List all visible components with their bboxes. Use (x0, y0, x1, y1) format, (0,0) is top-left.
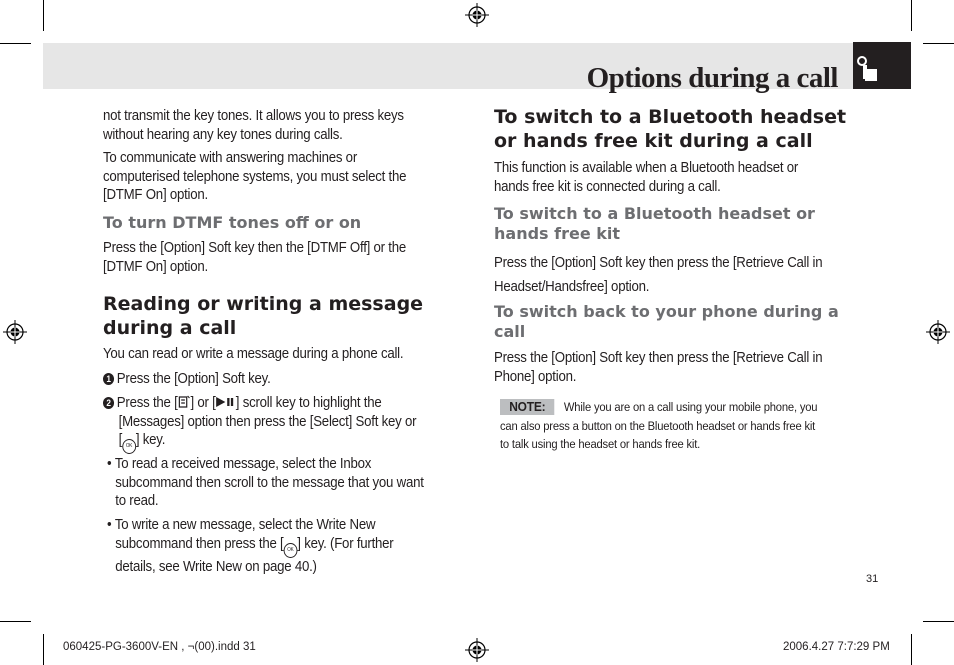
bluetooth-intro: This function is available when a Bluetooth headset or hands free kit is connected during a call. (494, 160, 799, 195)
message-heading (103, 292, 463, 340)
bluetooth-heading: To switch to a Bluetooth headset or hands free kit during a call (494, 106, 847, 152)
step-2: 2 Press the [ ] or [ ] scroll key to highlight the [Messages] option then press the [Select] Soft key or [ OK ] key. (103, 394, 453, 454)
note-box: NOTE: While you are on a call using your mobile phone, you can also press a button on the Bluetooth headset or hands free kit to talk using the headset or hands free kit. (500, 399, 818, 451)
list-item: • To read a received message, select the Inbox subcommand then scroll to the message that you want to read. (107, 456, 424, 509)
registration-mark-icon (465, 3, 489, 27)
bluetooth-sub-heading: To switch to a Bluetooth headset or hands free kit (494, 204, 815, 243)
dtmf-heading: To turn DTMF tones off or on (103, 213, 362, 232)
crop-mark (0, 43, 31, 44)
section-tab (853, 42, 911, 89)
crop-mark (911, 0, 912, 31)
phone-tab-icon (853, 42, 911, 89)
switch-back-heading: To switch back to your phone during a call (494, 302, 839, 341)
crop-mark (0, 621, 31, 622)
registration-mark-icon (926, 320, 950, 344)
page-number: 31 (866, 573, 879, 585)
crop-mark (43, 0, 44, 31)
step-number: 1 (103, 373, 114, 385)
message-heading-line: Reading or writing a message (103, 293, 424, 315)
ok-key-icon: OK (122, 439, 136, 454)
message-intro: You can read or write a message during a phone call. (103, 346, 404, 362)
switch-back-text: Press the [Option] Soft key then press the [Retrieve Call in Phone] option. (494, 350, 823, 385)
crop-mark (911, 634, 912, 665)
step-number: 2 (103, 397, 114, 409)
step-text: Press the [Option] Soft key. (116, 371, 271, 387)
intro-paragraph: To communicate with answering machines or computerised telephone systems, you must select the [DTMF On] option. (103, 150, 407, 203)
page-title: Options during a call (586, 62, 838, 94)
crop-mark (923, 621, 954, 622)
footer-date: 2006.4.27 7:7:29 PM (783, 641, 890, 653)
intro-paragraph: not transmit the key tones. It allows you to press keys without hearing any key tones during calls. (103, 108, 404, 143)
step-1 (103, 370, 453, 389)
ok-key-icon: OK (283, 543, 297, 558)
message-heading-line: during a call (103, 317, 237, 339)
crop-mark (43, 634, 44, 665)
crop-mark (923, 43, 954, 44)
registration-mark-icon (3, 320, 27, 344)
note-badge: NOTE: (500, 399, 555, 415)
scroll-key-icon (178, 395, 191, 409)
play-pause-key-icon (216, 396, 236, 408)
footer-file: 060425-PG-3600V-EN , ¬(00).indd 31 (63, 641, 256, 653)
registration-mark-icon (465, 638, 489, 662)
list-item: • To write a new message, select the Write New subcommand then press the [ OK ] key. (For further details, see Write New on page 40.) (107, 517, 394, 575)
bluetooth-sub-text: Press the [Option] Soft key then press the [Retrieve Call in Headset/Handsfree] option. (494, 255, 823, 295)
dtmf-text: Press the [Option] Soft key then the [DTMF Off] or the [DTMF On] option. (103, 240, 407, 275)
